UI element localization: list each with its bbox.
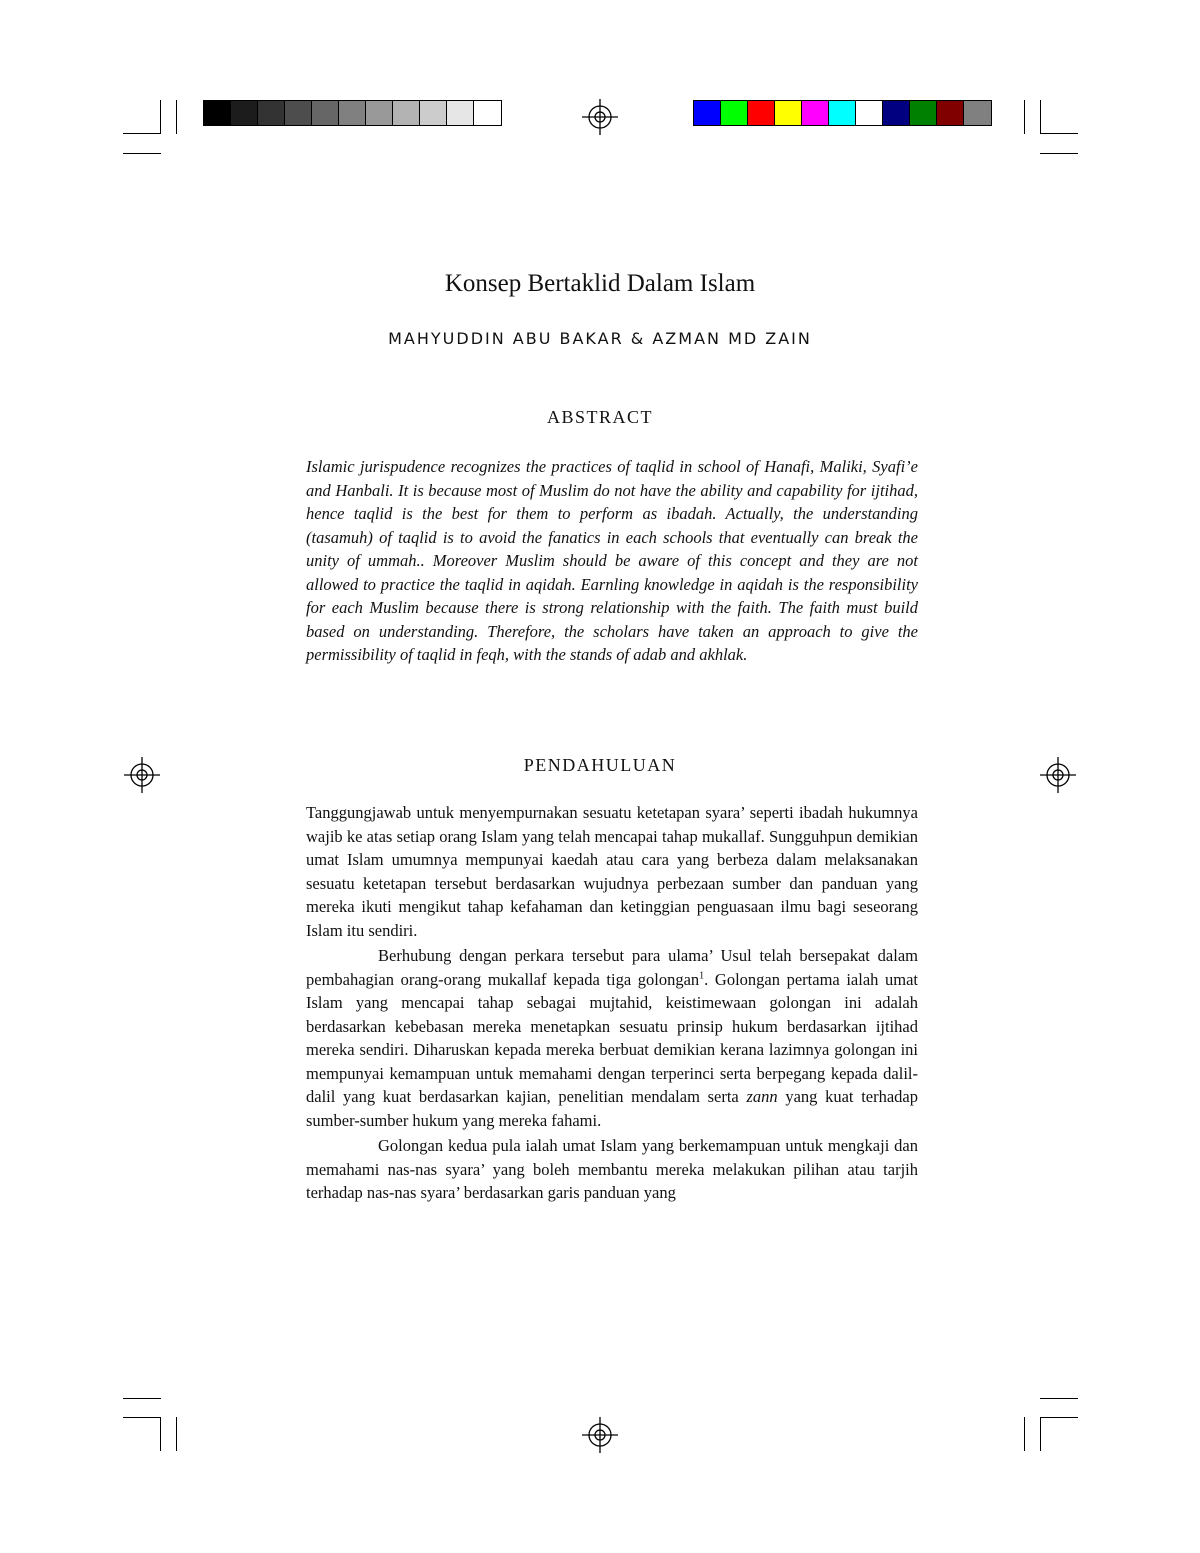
gray-swatch-3 bbox=[258, 101, 285, 125]
color-calibration-bar bbox=[693, 100, 992, 126]
abstract-heading: ABSTRACT bbox=[546, 407, 654, 427]
crop-mark-top-right-h2 bbox=[1040, 153, 1078, 154]
paper-title: Konsep Bertaklid Dalam Islam bbox=[444, 270, 756, 297]
crop-mark-bottom-left-v2 bbox=[176, 1417, 177, 1451]
crop-mark-top-left-v bbox=[160, 100, 161, 134]
color-swatch-2 bbox=[721, 101, 748, 125]
gray-swatch-5 bbox=[312, 101, 339, 125]
color-swatch-9 bbox=[910, 101, 937, 125]
crop-mark-bottom-left-h2 bbox=[123, 1398, 161, 1399]
paper-authors: MAHYUDDIN ABU BAKAR & AZMAN MD ZAIN bbox=[388, 329, 812, 348]
paragraph-3: Golongan kedua pula ialah umat Islam yang berkemampuan untuk mengkaji dan memahami nas-nas syara’ yang boleh membantu mereka melakukan pilihan atau tarjih terhadap nas-nas syara’ berdasarkan garis panduan yang bbox=[306, 1136, 918, 1202]
color-swatch-11 bbox=[964, 101, 991, 125]
color-swatch-7 bbox=[856, 101, 883, 125]
gray-swatch-9 bbox=[420, 101, 447, 125]
section-body bbox=[306, 801, 918, 1204]
color-swatch-3 bbox=[748, 101, 775, 125]
paragraph-2-text-c: yang kuat terhadap sumber-sumber hukum yang mereka fahami. bbox=[306, 1087, 918, 1130]
registration-mark-bottom bbox=[580, 1415, 620, 1455]
gray-swatch-8 bbox=[393, 101, 420, 125]
registration-mark-top bbox=[580, 97, 620, 137]
gray-swatch-11 bbox=[474, 101, 501, 125]
gray-swatch-1 bbox=[204, 101, 231, 125]
paragraph-2 bbox=[306, 944, 918, 1132]
color-swatch-4 bbox=[775, 101, 802, 125]
gray-swatch-4 bbox=[285, 101, 312, 125]
color-swatch-6 bbox=[829, 101, 856, 125]
gray-swatch-2 bbox=[231, 101, 258, 125]
crop-mark-bottom-right-h bbox=[1040, 1417, 1078, 1418]
crop-mark-bottom-left-v bbox=[160, 1417, 161, 1451]
crop-mark-bottom-left-h bbox=[123, 1417, 161, 1418]
paragraph-2-text-a: Berhubung dengan perkara tersebut para ulama’ Usul telah bersepakat dalam pembahagian orang-orang mukallaf kepada tiga golongan bbox=[306, 946, 918, 989]
crop-mark-top-left-h2 bbox=[123, 153, 161, 154]
grayscale-calibration-bar bbox=[203, 100, 502, 126]
crop-mark-bottom-right-h2 bbox=[1040, 1398, 1078, 1399]
color-swatch-8 bbox=[883, 101, 910, 125]
color-swatch-1 bbox=[694, 101, 721, 125]
crop-mark-top-left-h bbox=[123, 133, 161, 134]
crop-mark-bottom-right-v2 bbox=[1024, 1417, 1025, 1451]
paragraph-1: Tanggungjawab untuk menyempurnakan sesuatu ketetapan syara’ seperti ibadah hukumnya wajib ke atas setiap orang Islam yang telah mencapai tahap mukallaf. Sungguhpun demikian umat Islam umumnya mempunyai kaedah atau cara yang berbeza dalam melaksanakan sesuatu ketetapan tersebut berdasarkan wujudnya perbezaan sumber dan panduan yang mereka ikuti mengikut tahap kefahaman dan ketinggian penguasaan ilmu bagi seseorang Islam itu sendiri. bbox=[306, 803, 918, 940]
section-heading: PENDAHULUAN bbox=[523, 755, 677, 775]
color-swatch-5 bbox=[802, 101, 829, 125]
crop-mark-top-right-v2 bbox=[1024, 100, 1025, 134]
crop-mark-top-left-v2 bbox=[176, 100, 177, 134]
gray-swatch-10 bbox=[447, 101, 474, 125]
color-swatch-10 bbox=[937, 101, 964, 125]
abstract-text: Islamic jurispudence recognizes the practices of taqlid in school of Hanafi, Maliki, Syafi’e and Hanbali. It is because most of Muslim do not have the ability and capability for ijtihad, hence taqlid is the best for them to perform as ibadah. Actually, the understanding (tasamuh) of taqlid is to avoid the fanatics in each schools that eventually can break the unity of ummah.. Moreover Muslim should be aware of this concept and they are not allowed to practice the taqlid in aqidah. Earnling knowledge in aqidah is the responsibility for each Muslim because there is strong relationship with the faith. The faith must build based on understanding. Therefore, the scholars have taken an approach to give the permissibility of taqlid in feqh, with the stands of adab and akhlak. bbox=[306, 457, 918, 664]
footnote-ref[interactable]: 1 bbox=[699, 970, 705, 981]
crop-mark-top-right-v bbox=[1040, 100, 1041, 134]
crop-mark-top-right-h bbox=[1040, 133, 1078, 134]
crop-mark-bottom-right-v bbox=[1040, 1417, 1041, 1451]
gray-swatch-6 bbox=[339, 101, 366, 125]
term-zann: zann bbox=[746, 1087, 778, 1106]
paragraph-2-text-b: . Golongan pertama ialah umat Islam yang mencapai tahap sebagai mujtahid, keistimewaan golongan ini adalah berdasarkan kebebasan mereka menetapkan sesuatu prinsip hukum berdasarkan ijtihad mereka sendiri. Diharuskan kepada mereka berbuat demikian kerana lazimnya golongan ini mempunyai kemampuan untuk memahami dengan terperinci serta berpegang kepada dalil-dalil yang kuat berdasarkan kajian, penelitian mendalam serta bbox=[306, 969, 919, 1106]
gray-swatch-7 bbox=[366, 101, 393, 125]
